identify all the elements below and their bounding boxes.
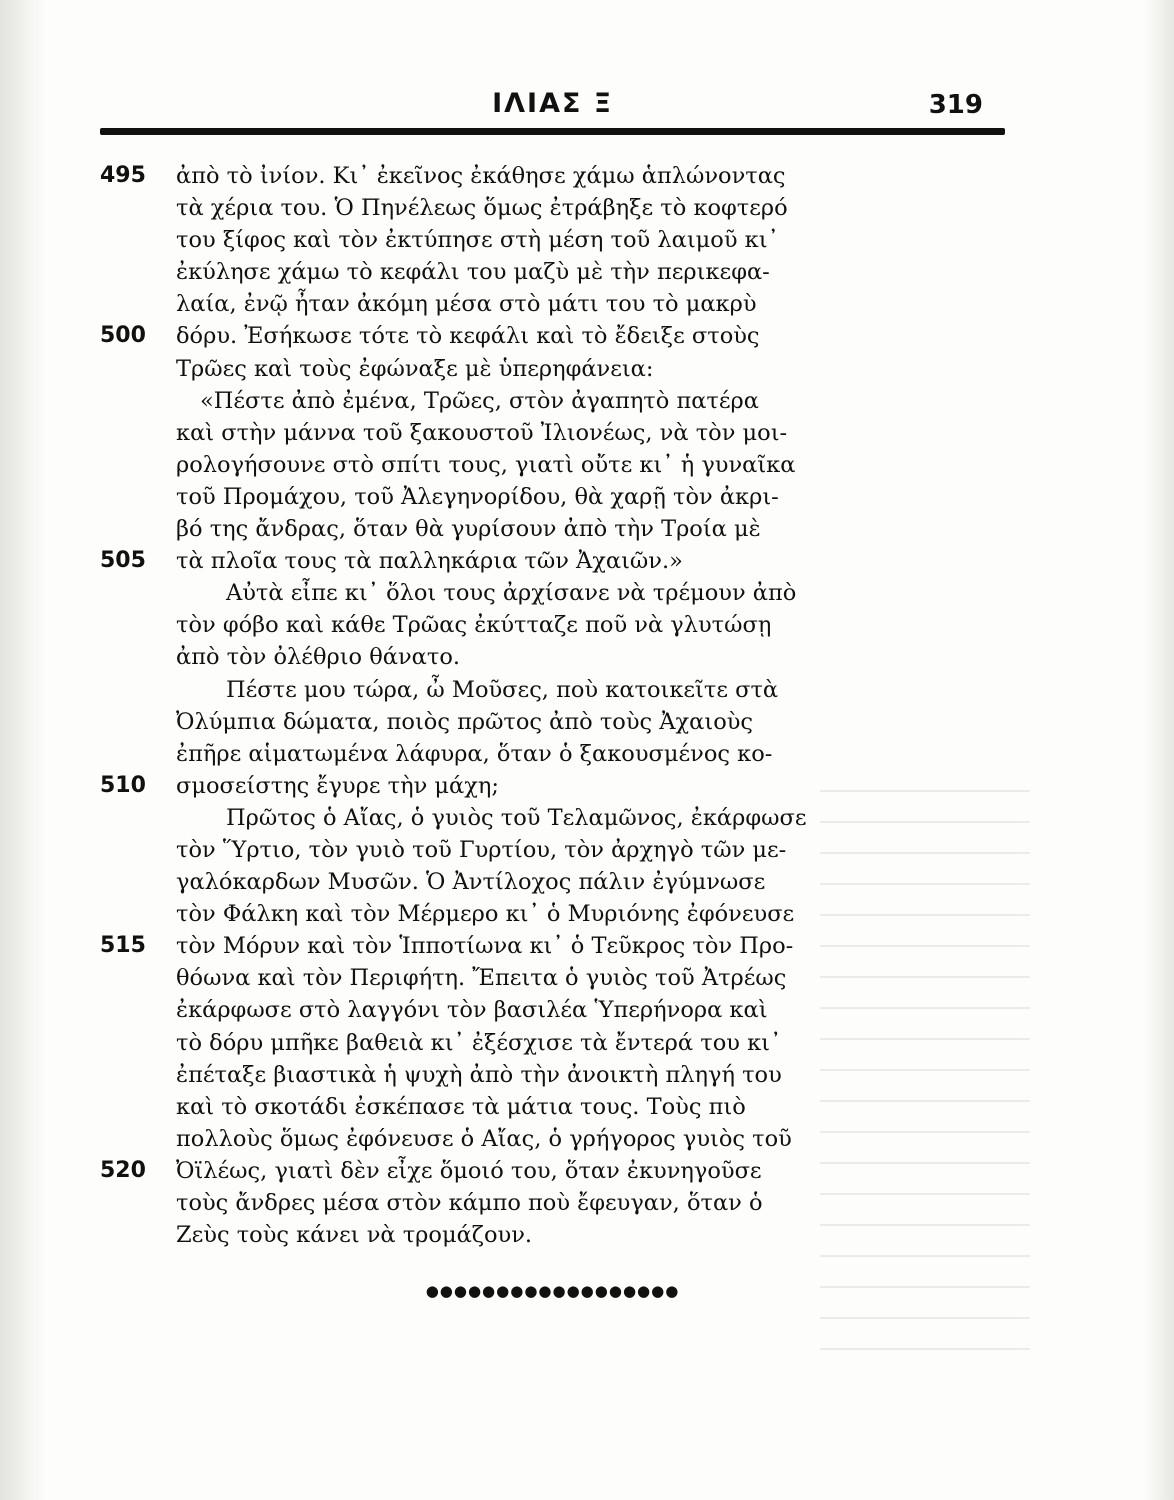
line-text: τοὺς ἄνδρες μέσα στὸν κάμπο ποὺ ἔφευγαν, ὅταν ὁ <box>176 1190 763 1216</box>
line-text: ἀπὸ τὸν ὀλέθριο θάνατο. <box>176 644 461 671</box>
text-line <box>100 545 1020 577</box>
line-text: Πρῶτος ὁ Αἴας, ὁ γυιὸς τοῦ Τελαμῶνος, ἐκάρφωσε <box>226 804 807 831</box>
text-line <box>100 385 1020 417</box>
text-line <box>100 930 1020 962</box>
line-number: 495 <box>100 163 146 188</box>
text-line <box>100 1059 1020 1091</box>
text-line <box>100 577 1020 609</box>
text-line <box>100 834 1020 866</box>
text-line <box>100 706 1020 738</box>
text-line <box>100 1027 1020 1059</box>
line-text: ἀπὸ τὸ ἰνίον. Κι᾿ ἐκεῖνος ἐκάθησε χάμω ἁπλώνοντας <box>176 163 786 189</box>
line-text: «Πέστε ἀπὸ ἐμένα, Τρῶες, στὸν ἀγαπητὸ πατέρα <box>200 387 759 414</box>
line-text: τὰ χέρια του. Ὁ Πηνέλεως ὅμως ἐτράβηξε τὸ κοφτερό <box>176 195 788 222</box>
text-line <box>100 320 1020 352</box>
line-text: ἐπῆρε αἱματωμένα λάφυρα, ὅταν ὁ ξακουσμένος κο- <box>176 740 773 767</box>
line-text: Ὀλύμπια δώματα, ποιὸς πρῶτος ἀπὸ τοὺς Ἀχαιοὺς <box>176 708 754 735</box>
text-line <box>100 898 1020 930</box>
text-line <box>100 288 1020 320</box>
line-text: Ὀϊλέως, γιατὶ δὲν εἶχε ὅμοιό του, ὅταν ἐκυνηγοῦσε <box>176 1157 762 1184</box>
line-text: τὰ πλοῖα τους τὰ παλληκάρια τῶν Ἀχαιῶν.» <box>176 548 683 575</box>
line-text: τὸν Μόρυν καὶ τὸν Ἱπποτίωνα κι᾿ ὁ Τεῦκρος τὸν Προ- <box>176 933 794 960</box>
line-text: θόωνα καὶ τὸν Περιφήτη. Ἔπειτα ὁ γυιὸς τοῦ Ἀτρέως <box>176 965 787 992</box>
text-line <box>100 770 1020 802</box>
text-line <box>100 481 1020 513</box>
text-line <box>100 256 1020 288</box>
text-line <box>100 353 1020 385</box>
text-line <box>100 1187 1020 1219</box>
text-line <box>100 1219 1020 1251</box>
line-text: γαλόκαρδων Μυσῶν. Ὁ Ἀντίλοχος πάλιν ἐγύμνωσε <box>176 869 766 896</box>
line-number: 505 <box>100 548 146 574</box>
text-line <box>100 513 1020 545</box>
page-gutter-shadow <box>0 0 46 1500</box>
line-number: 520 <box>100 1157 146 1183</box>
line-text: λαία, ἐνῷ ἦταν ἀκόμη μέσα στὸ μάτι του τὸ μακρὺ <box>176 291 757 318</box>
page-header <box>100 88 1005 128</box>
text-line <box>100 641 1020 673</box>
line-text: τοῦ Προμάχου, τοῦ Ἀλεγηνορίδου, θὰ χαρῇ τὸν ἀκρι- <box>176 483 779 510</box>
text-line <box>100 866 1020 898</box>
line-text: ρολογήσουνε στὸ σπίτι τους, γιατὶ οὔτε κι᾿ ἡ γυναῖκα <box>176 451 796 478</box>
line-text: του ξίφος καὶ τὸν ἐκτύπησε στὴ μέση τοῦ λαιμοῦ κι᾿ <box>176 227 779 254</box>
line-text: ἐκάρφωσε στὸ λαγγόνι τὸν βασιλέα Ὑπερήνορα καὶ <box>176 997 768 1024</box>
line-text: καὶ τὸ σκοτάδι ἐσκέπασε τὰ μάτια τους. Τοὺς πιὸ <box>176 1093 746 1120</box>
text-line <box>100 738 1020 770</box>
line-text: ἐκύλησε χάμω τὸ κεφάλι του μαζὺ μὲ τὴν περικεφα- <box>176 259 770 286</box>
page-edge-shadow <box>1144 0 1174 1500</box>
line-text: τὸν Φάλκη καὶ τὸν Μέρμερο κι᾿ ὁ Μυριόνης ἐφόνευσε <box>176 901 795 928</box>
line-text: πολλοὺς ὅμως ἐφόνευσε ὁ Αἴας, ὁ γρήγορος γυιὸς τοῦ <box>176 1125 792 1152</box>
header-rule <box>100 128 1005 135</box>
line-number: 500 <box>100 323 146 349</box>
line-text: τὸ δόρυ μπῆκε βαθειὰ κι᾿ ἐξέσχισε τὰ ἔντερά του κι᾿ <box>176 1029 782 1056</box>
text-line <box>100 802 1020 834</box>
text-line <box>100 192 1020 224</box>
text-body <box>100 160 1020 1251</box>
line-number: 515 <box>100 933 146 959</box>
text-line <box>100 449 1020 481</box>
line-text: τὸν Ὕρτιο, τὸν γυιὸ τοῦ Γυρτίου, τὸν ἀρχηγὸ τῶν με- <box>176 836 787 863</box>
text-line <box>100 609 1020 641</box>
text-line <box>100 417 1020 449</box>
line-number: 510 <box>100 772 146 798</box>
line-text: καὶ στὴν μάννα τοῦ ξακουστοῦ Ἰλιονέως, νὰ τὸν μοι- <box>176 419 788 446</box>
line-text: ἐπέταξε βιαστικὰ ἡ ψυχὴ ἀπὸ τὴν ἀνοικτὴ πληγή του <box>176 1061 782 1088</box>
line-text: βό της ἄνδρας, ὅταν θὰ γυρίσουν ἀπὸ τὴν Τροία μὲ <box>176 516 761 543</box>
line-text: Αὐτὰ εἶπε κι᾿ ὅλοι τους ἀρχίσανε νὰ τρέμουν ἀπὸ <box>226 580 797 607</box>
line-text: σμοσείστης ἔγυρε τὴν μάχη; <box>176 772 499 799</box>
text-line <box>100 994 1020 1026</box>
end-ornament: ●●●●●●●●●●●●●●●●●● <box>425 1282 680 1300</box>
line-text: Ζεὺς τοὺς κάνει νὰ τρομάζουν. <box>176 1222 533 1249</box>
line-text: δόρυ. Ἐσήκωσε τότε τὸ κεφάλι καὶ τὸ ἔδειξε στοὺς <box>176 323 760 350</box>
text-line <box>100 1091 1020 1123</box>
text-line <box>100 674 1020 706</box>
text-line <box>100 1155 1020 1187</box>
line-text: Τρῶες καὶ τοὺς ἐφώναξε μὲ ὑπερηφάνεια: <box>176 355 654 382</box>
text-line <box>100 1123 1020 1155</box>
line-text: τὸν φόβο καὶ κάθε Τρῶας ἐκύτταζε ποῦ νὰ γλυτώσῃ <box>176 612 772 639</box>
text-line <box>100 962 1020 994</box>
page-number: 319 <box>928 90 983 120</box>
running-title: ΙΛΙΑΣ Ξ <box>492 88 613 119</box>
line-text: Πέστε μου τώρα, ὦ Μοῦσες, ποὺ κατοικεῖτε στὰ <box>226 676 779 703</box>
text-line <box>100 160 1020 192</box>
text-line <box>100 224 1020 256</box>
